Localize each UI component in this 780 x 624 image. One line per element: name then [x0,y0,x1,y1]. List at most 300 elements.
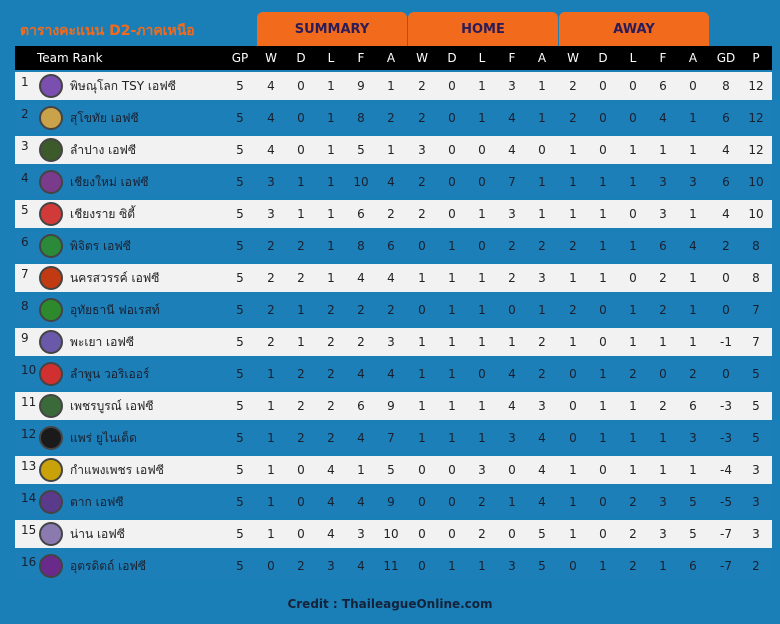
summary-l: 1 [327,175,335,189]
home-f: 4 [508,143,516,157]
home-f: 0 [508,527,516,541]
home-f: 0 [508,463,516,477]
summary-f: 4 [357,559,365,573]
summary-d: 0 [297,495,305,509]
summary-a: 9 [387,399,395,413]
summary-d: 0 [297,79,305,93]
home-f: 2 [508,239,516,253]
team-name: แพร่ ยูไนเต็ด [70,431,137,445]
col-home-d: D [447,51,457,65]
home-d: 1 [448,431,456,445]
team-name: นครสวรรค์ เอฟซี [70,271,160,285]
games-played: 5 [236,143,244,157]
home-a: 4 [538,495,546,509]
home-d: 1 [448,335,456,349]
away-f: 2 [659,271,667,285]
team-name: อุตรดิตถ์ เอฟซี [70,559,147,573]
summary-w: 4 [267,111,275,125]
away-d: 1 [599,559,607,573]
away-w: 1 [569,463,577,477]
rank-number: 15 [21,523,37,537]
col-away-f: F [659,51,667,65]
home-w: 2 [418,207,426,221]
team-name: กำแพงเพชร เอฟซี [70,463,164,477]
team-logo-icon [39,202,63,226]
table-row[interactable] [15,104,772,132]
points: 5 [752,399,760,413]
table-row[interactable] [15,232,772,260]
table-row[interactable] [15,552,772,580]
rank-number: 5 [21,203,29,217]
away-w: 1 [569,495,577,509]
games-played: 5 [236,207,244,221]
col-away-w: W [567,51,579,65]
team-logo-icon [39,362,63,386]
away-a: 6 [689,559,697,573]
home-l: 0 [478,367,486,381]
away-f: 3 [659,527,667,541]
summary-header: SUMMARY [257,12,407,46]
games-played: 5 [236,111,244,125]
points: 7 [752,335,760,349]
home-f: 0 [508,303,516,317]
summary-d: 2 [297,431,305,445]
points: 7 [752,303,760,317]
points: 12 [748,79,764,93]
rank-number: 9 [21,331,29,345]
col-home-l: L [478,51,486,65]
table-row[interactable] [15,264,772,292]
games-played: 5 [236,175,244,189]
summary-l: 2 [327,431,335,445]
home-l: 1 [478,335,486,349]
away-f: 0 [659,367,667,381]
home-f: 3 [508,559,516,573]
home-a: 0 [538,143,546,157]
away-w: 2 [569,111,577,125]
table-title: ตารางคะแนน D2-ภาคเหนือ [20,23,195,39]
goal-difference: 8 [722,79,730,93]
home-l: 1 [478,79,486,93]
away-l: 1 [629,143,637,157]
table-row[interactable] [15,200,772,228]
away-l: 1 [629,303,637,317]
away-w: 1 [569,207,577,221]
home-w: 1 [418,367,426,381]
goal-difference: -1 [720,335,732,349]
summary-d: 0 [297,527,305,541]
home-f: 1 [508,495,516,509]
away-w: 2 [569,239,577,253]
home-w: 1 [418,399,426,413]
away-w: 1 [569,271,577,285]
table-row[interactable] [15,456,772,484]
away-l: 0 [629,207,637,221]
away-f: 1 [659,143,667,157]
away-d: 0 [599,495,607,509]
col-summary-l: L [327,51,335,65]
home-d: 0 [448,463,456,477]
col-team-rank: Team Rank [37,51,103,65]
home-a: 4 [538,431,546,445]
summary-f: 2 [357,335,365,349]
home-l: 1 [478,399,486,413]
points: 3 [752,527,760,541]
team-logo-icon [39,394,63,418]
home-f: 3 [508,431,516,445]
home-a: 1 [538,303,546,317]
summary-a: 7 [387,431,395,445]
summary-w: 4 [267,143,275,157]
away-f: 2 [659,303,667,317]
away-l: 2 [629,367,637,381]
summary-d: 0 [297,143,305,157]
away-a: 1 [689,111,697,125]
away-d: 1 [599,367,607,381]
table-row[interactable] [15,72,772,100]
home-a: 3 [538,399,546,413]
table-row[interactable] [15,520,772,548]
away-f: 1 [659,335,667,349]
summary-f: 4 [357,271,365,285]
points: 5 [752,431,760,445]
home-l: 1 [478,303,486,317]
team-name: เพชรบูรณ์ เอฟซี [70,399,154,413]
summary-w: 1 [267,463,275,477]
table-row[interactable] [15,424,772,452]
summary-w: 3 [267,207,275,221]
games-played: 5 [236,303,244,317]
home-a: 2 [538,239,546,253]
games-played: 5 [236,431,244,445]
points: 8 [752,271,760,285]
away-l: 0 [629,271,637,285]
summary-a: 4 [387,367,395,381]
summary-d: 2 [297,559,305,573]
goal-difference: -3 [720,399,732,413]
home-f: 3 [508,207,516,221]
col-home-f: F [508,51,516,65]
games-played: 5 [236,239,244,253]
games-played: 5 [236,527,244,541]
summary-f: 4 [357,495,365,509]
summary-a: 10 [383,527,399,541]
home-d: 1 [448,271,456,285]
away-f: 2 [659,399,667,413]
summary-f: 8 [357,111,365,125]
home-d: 0 [448,79,456,93]
goal-difference: 6 [722,111,730,125]
summary-f: 1 [357,463,365,477]
summary-w: 1 [267,367,275,381]
col-away-a: A [688,51,698,65]
col-home-w: W [416,51,428,65]
games-played: 5 [236,367,244,381]
summary-l: 1 [327,111,335,125]
rank-number: 4 [21,171,29,185]
goal-difference: 4 [722,143,730,157]
team-name: พิจิตร เอฟซี [70,239,131,253]
games-played: 5 [236,399,244,413]
summary-w: 2 [267,239,275,253]
summary-a: 4 [387,271,395,285]
home-w: 1 [418,335,426,349]
rank-number: 8 [21,299,29,313]
summary-w: 2 [267,335,275,349]
summary-w: 1 [267,399,275,413]
home-d: 1 [448,239,456,253]
away-a: 1 [689,463,697,477]
home-l: 2 [478,495,486,509]
home-d: 1 [448,559,456,573]
points: 5 [752,367,760,381]
summary-a: 2 [387,207,395,221]
home-a: 3 [538,271,546,285]
away-f: 6 [659,79,667,93]
home-f: 4 [508,399,516,413]
home-a: 2 [538,367,546,381]
points: 10 [748,207,764,221]
home-f: 4 [508,111,516,125]
home-l: 1 [478,271,486,285]
summary-l: 3 [327,559,335,573]
table-row[interactable] [15,392,772,420]
team-name: อุทัยธานี ฟอเรสท์ [70,303,160,317]
team-logo-icon [39,74,63,98]
away-d: 1 [599,431,607,445]
summary-f: 6 [357,207,365,221]
summary-a: 4 [387,175,395,189]
away-d: 0 [599,463,607,477]
table-row[interactable] [15,168,772,196]
away-a: 1 [689,303,697,317]
home-w: 0 [418,303,426,317]
away-l: 1 [629,463,637,477]
points: 3 [752,495,760,509]
summary-w: 4 [267,79,275,93]
summary-a: 2 [387,303,395,317]
points: 12 [748,143,764,157]
away-d: 1 [599,207,607,221]
home-w: 0 [418,527,426,541]
team-logo-icon [39,522,63,546]
away-l: 1 [629,175,637,189]
home-a: 5 [538,559,546,573]
home-l: 0 [478,239,486,253]
col-away-l: L [629,51,637,65]
home-d: 1 [448,367,456,381]
team-logo-icon [39,330,63,354]
col-summary-w: W [265,51,277,65]
summary-w: 1 [267,527,275,541]
home-d: 1 [448,303,456,317]
summary-a: 1 [387,143,395,157]
team-logo-icon [39,298,63,322]
rank-number: 14 [21,491,37,505]
team-logo-icon [39,490,63,514]
summary-d: 2 [297,239,305,253]
summary-f: 2 [357,303,365,317]
team-name: สุโขทัย เอฟซี [70,111,139,125]
summary-l: 4 [327,463,335,477]
home-d: 0 [448,207,456,221]
summary-f: 4 [357,431,365,445]
away-d: 1 [599,175,607,189]
away-a: 2 [689,367,697,381]
games-played: 5 [236,463,244,477]
goal-difference: 2 [722,239,730,253]
goal-difference: 0 [722,271,730,285]
home-f: 3 [508,79,516,93]
summary-w: 1 [267,495,275,509]
goal-difference: -5 [720,495,732,509]
summary-d: 0 [297,111,305,125]
summary-f: 10 [353,175,369,189]
goal-difference: -3 [720,431,732,445]
games-played: 5 [236,335,244,349]
away-w: 2 [569,79,577,93]
summary-l: 2 [327,303,335,317]
home-w: 2 [418,111,426,125]
home-d: 0 [448,175,456,189]
away-f: 4 [659,111,667,125]
summary-f: 5 [357,143,365,157]
home-l: 1 [478,207,486,221]
away-d: 0 [599,527,607,541]
summary-w: 3 [267,175,275,189]
away-d: 1 [599,239,607,253]
away-l: 2 [629,559,637,573]
table-row[interactable] [15,296,772,324]
away-l: 1 [629,431,637,445]
away-l: 0 [629,79,637,93]
home-a: 4 [538,463,546,477]
points: 12 [748,111,764,125]
col-summary-a: A [386,51,396,65]
away-a: 1 [689,335,697,349]
rank-number: 16 [21,555,37,569]
away-a: 1 [689,271,697,285]
team-name: เชียงราย ซิตี้ [70,207,136,221]
points: 2 [752,559,760,573]
summary-d: 1 [297,303,305,317]
away-w: 1 [569,175,577,189]
home-d: 1 [448,399,456,413]
away-d: 1 [599,271,607,285]
summary-w: 2 [267,271,275,285]
home-w: 0 [418,495,426,509]
table-row[interactable] [15,328,772,356]
home-l: 1 [478,431,486,445]
away-a: 5 [689,527,697,541]
away-a: 1 [689,143,697,157]
summary-d: 2 [297,271,305,285]
home-w: 0 [418,463,426,477]
home-d: 0 [448,111,456,125]
home-l: 2 [478,527,486,541]
away-a: 5 [689,495,697,509]
points: 8 [752,239,760,253]
away-a: 4 [689,239,697,253]
away-f: 3 [659,175,667,189]
away-a: 1 [689,207,697,221]
away-w: 2 [569,303,577,317]
away-w: 1 [569,335,577,349]
away-l: 1 [629,399,637,413]
home-f: 2 [508,271,516,285]
summary-l: 2 [327,399,335,413]
team-logo-icon [39,266,63,290]
away-d: 0 [599,79,607,93]
team-logo-icon [39,138,63,162]
games-played: 5 [236,559,244,573]
home-w: 3 [418,143,426,157]
home-a: 1 [538,175,546,189]
away-f: 3 [659,495,667,509]
away-w: 0 [569,399,577,413]
column-header-row [15,46,772,70]
summary-f: 9 [357,79,365,93]
home-d: 0 [448,143,456,157]
col-summary-f: F [357,51,365,65]
away-f: 3 [659,207,667,221]
summary-a: 2 [387,111,395,125]
rank-number: 1 [21,75,29,89]
home-f: 7 [508,175,516,189]
team-name: พะเยา เอฟซี [70,335,134,349]
summary-w: 1 [267,431,275,445]
summary-f: 6 [357,399,365,413]
home-w: 2 [418,79,426,93]
team-logo-icon [39,170,63,194]
team-name: น่าน เอฟซี [70,527,125,541]
team-logo-icon [39,426,63,450]
games-played: 5 [236,495,244,509]
away-w: 0 [569,559,577,573]
col-gd: GD [716,51,736,65]
away-a: 3 [689,431,697,445]
table-row[interactable] [15,136,772,164]
games-played: 5 [236,79,244,93]
summary-l: 1 [327,239,335,253]
rank-number: 2 [21,107,29,121]
home-f: 1 [508,335,516,349]
away-w: 0 [569,431,577,445]
goal-difference: -7 [720,527,732,541]
table-row[interactable] [15,488,772,516]
team-logo-icon [39,234,63,258]
home-a: 1 [538,111,546,125]
goal-difference: -7 [720,559,732,573]
goal-difference: 0 [722,367,730,381]
home-header: HOME [408,12,558,46]
summary-l: 1 [327,143,335,157]
rank-number: 10 [21,363,37,377]
summary-f: 3 [357,527,365,541]
away-w: 1 [569,143,577,157]
team-logo-icon [39,106,63,130]
summary-f: 8 [357,239,365,253]
away-f: 6 [659,239,667,253]
table-row[interactable] [15,360,772,388]
away-a: 3 [689,175,697,189]
summary-d: 1 [297,175,305,189]
summary-l: 2 [327,335,335,349]
summary-a: 5 [387,463,395,477]
summary-l: 1 [327,79,335,93]
home-a: 2 [538,335,546,349]
team-name: เชียงใหม่ เอฟซี [70,175,149,189]
